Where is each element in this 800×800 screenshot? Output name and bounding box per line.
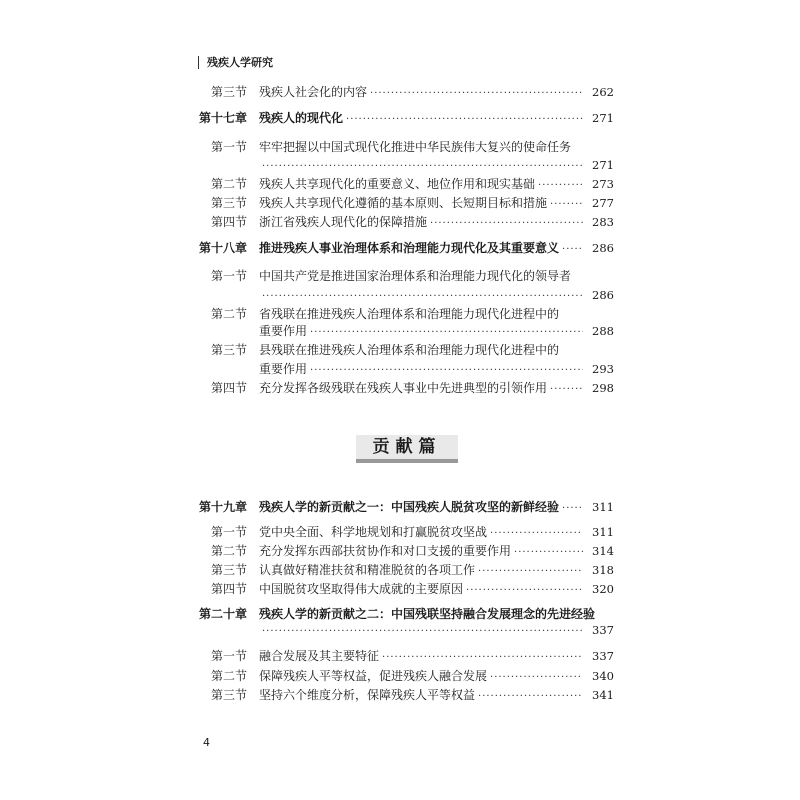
toc-label: 第一节 bbox=[211, 649, 248, 663]
toc-entry bbox=[259, 137, 571, 157]
toc-section-line bbox=[0, 155, 800, 175]
toc-entry bbox=[259, 497, 614, 519]
toc-title: 保障残疾人平等权益，促进残疾人融合发展 bbox=[259, 669, 488, 683]
dot-leader bbox=[346, 110, 583, 130]
toc-label: 第一节 bbox=[211, 140, 248, 154]
toc-label: 第二节 bbox=[211, 669, 248, 683]
toc-page-number: 341 bbox=[592, 688, 614, 702]
toc-title: 残疾人社会化的内容 bbox=[259, 85, 368, 99]
toc-page-number: 286 bbox=[592, 288, 614, 302]
toc-title: 推进残疾人事业治理体系和治理能力现代化及其重要意义 bbox=[259, 241, 560, 255]
toc-label: 第四节 bbox=[211, 582, 248, 596]
toc-section-line bbox=[0, 137, 800, 157]
toc-label: 第四节 bbox=[211, 215, 248, 229]
toc-section-line bbox=[0, 522, 800, 542]
toc-page-number: 337 bbox=[592, 623, 614, 637]
toc-label: 第十七章 bbox=[199, 111, 248, 125]
toc-section-line bbox=[0, 666, 800, 686]
toc-label: 第二节 bbox=[211, 307, 248, 321]
toc-section-line bbox=[0, 82, 800, 102]
toc-page-number: 273 bbox=[592, 177, 614, 191]
toc-entry bbox=[259, 108, 614, 130]
dot-leader bbox=[478, 687, 583, 707]
toc-title: 认真做好精准扶贫和精准脱贫的各项工作 bbox=[259, 563, 476, 577]
toc-title: 重要作用 bbox=[259, 324, 308, 338]
toc-section-line bbox=[0, 560, 800, 580]
running-head: 残疾人学研究 bbox=[198, 56, 273, 69]
toc-page-number: 277 bbox=[592, 196, 614, 210]
toc-label: 第十八章 bbox=[199, 241, 248, 255]
dot-leader bbox=[370, 84, 583, 104]
toc-title: 牢牢把握以中国式现代化推进中华民族伟大复兴的使命任务 bbox=[259, 140, 572, 154]
toc-page-number: 311 bbox=[592, 500, 614, 514]
toc-page-number: 293 bbox=[592, 362, 614, 376]
toc-label: 第四节 bbox=[211, 381, 248, 395]
toc-label: 第三节 bbox=[211, 563, 248, 577]
toc-section-line bbox=[0, 620, 800, 640]
toc-label: 第三节 bbox=[211, 196, 248, 210]
toc-label: 第三节 bbox=[211, 343, 248, 357]
toc-section-line bbox=[0, 579, 800, 599]
section-title: 贡献篇 bbox=[356, 435, 458, 463]
toc-entry bbox=[259, 340, 559, 360]
toc-page-number: 337 bbox=[592, 649, 614, 663]
toc-label: 第二十章 bbox=[199, 607, 248, 621]
toc-entry bbox=[259, 579, 614, 601]
toc-page-number: 311 bbox=[592, 525, 614, 539]
toc-title: 残疾人的现代化 bbox=[259, 111, 344, 125]
toc-title: 中国共产党是推进国家治理体系和治理能力现代化的领导者 bbox=[259, 269, 572, 283]
toc-chapter-line bbox=[0, 108, 800, 128]
toc-title: 充分发挥各级残联在残疾人事业中先进典型的引领作用 bbox=[259, 381, 548, 395]
toc-page-number: 314 bbox=[592, 544, 614, 558]
toc-section-line bbox=[0, 321, 800, 341]
toc-page-number: 340 bbox=[592, 669, 614, 683]
toc-label: 第二节 bbox=[211, 544, 248, 558]
toc-entry bbox=[259, 378, 614, 400]
toc-title: 充分发挥东西部扶贫协作和对口支援的重要作用 bbox=[259, 544, 512, 558]
dot-leader bbox=[550, 380, 583, 400]
toc-title: 残疾人共享现代化遵循的基本原则、长短期目标和措施 bbox=[259, 196, 548, 210]
dot-leader bbox=[262, 622, 583, 642]
toc-page-number: 298 bbox=[592, 381, 614, 395]
toc-title: 重要作用 bbox=[259, 362, 308, 376]
toc-page-number: 320 bbox=[592, 582, 614, 596]
toc-title: 省残联在推进残疾人治理体系和治理能力现代化进程中的 bbox=[259, 307, 560, 321]
dot-leader bbox=[466, 581, 583, 601]
toc-page-number: 271 bbox=[592, 158, 614, 172]
toc-label: 第二节 bbox=[211, 177, 248, 191]
toc-chapter-line bbox=[0, 238, 800, 258]
toc-entry bbox=[259, 685, 614, 707]
toc-label: 第十九章 bbox=[199, 500, 248, 514]
toc-section-line bbox=[0, 378, 800, 398]
toc-entry bbox=[259, 646, 614, 668]
toc-title: 县残联在推进残疾人治理体系和治理能力现代化进程中的 bbox=[259, 343, 560, 357]
toc-title: 残疾人共享现代化的重要意义、地位作用和现实基础 bbox=[259, 177, 536, 191]
toc-page-number: 286 bbox=[592, 241, 614, 255]
toc-title: 坚持六个维度分析，保障残疾人平等权益 bbox=[259, 688, 476, 702]
toc-title: 中国脱贫攻坚取得伟大成就的主要原因 bbox=[259, 582, 464, 596]
toc-entry bbox=[259, 620, 614, 642]
toc-section-line bbox=[0, 212, 800, 232]
toc-chapter-line bbox=[0, 497, 800, 517]
toc-label: 第一节 bbox=[211, 525, 248, 539]
toc-section-line bbox=[0, 646, 800, 666]
dot-leader bbox=[562, 499, 583, 519]
toc-entry bbox=[259, 212, 614, 234]
toc-title: 残疾人学的新贡献之一：中国残疾人脱贫攻坚的新鲜经验 bbox=[259, 500, 560, 514]
dot-leader bbox=[382, 648, 583, 668]
page-number: 4 bbox=[203, 736, 210, 749]
toc-section-line bbox=[0, 359, 800, 379]
toc-page-number: 318 bbox=[592, 563, 614, 577]
toc-section-line bbox=[0, 285, 800, 305]
toc-label: 第三节 bbox=[211, 85, 248, 99]
toc-label: 第三节 bbox=[211, 688, 248, 702]
dot-leader bbox=[430, 214, 583, 234]
toc-page-number: 288 bbox=[592, 324, 614, 338]
toc-page-number: 283 bbox=[592, 215, 614, 229]
toc-page-number: 262 bbox=[592, 85, 614, 99]
toc-label: 第一节 bbox=[211, 269, 248, 283]
toc-title: 融合发展及其主要特征 bbox=[259, 649, 380, 663]
toc-title: 残疾人学的新贡献之二：中国残联坚持融合发展理念的先进经验 bbox=[259, 607, 596, 621]
toc-entry bbox=[259, 82, 614, 104]
toc-entry bbox=[259, 266, 571, 286]
toc-section-line bbox=[0, 340, 800, 360]
toc-page-number: 271 bbox=[592, 111, 614, 125]
dot-leader bbox=[562, 240, 583, 260]
toc-section-line bbox=[0, 193, 800, 213]
toc-section-line bbox=[0, 266, 800, 286]
toc-entry bbox=[259, 238, 614, 260]
toc-section-line bbox=[0, 685, 800, 705]
toc-section-line bbox=[0, 541, 800, 561]
toc-section-line bbox=[0, 174, 800, 194]
toc-title: 浙江省残疾人现代化的保障措施 bbox=[259, 215, 428, 229]
toc-title: 党中央全面、科学地规划和打赢脱贫攻坚战 bbox=[259, 525, 488, 539]
